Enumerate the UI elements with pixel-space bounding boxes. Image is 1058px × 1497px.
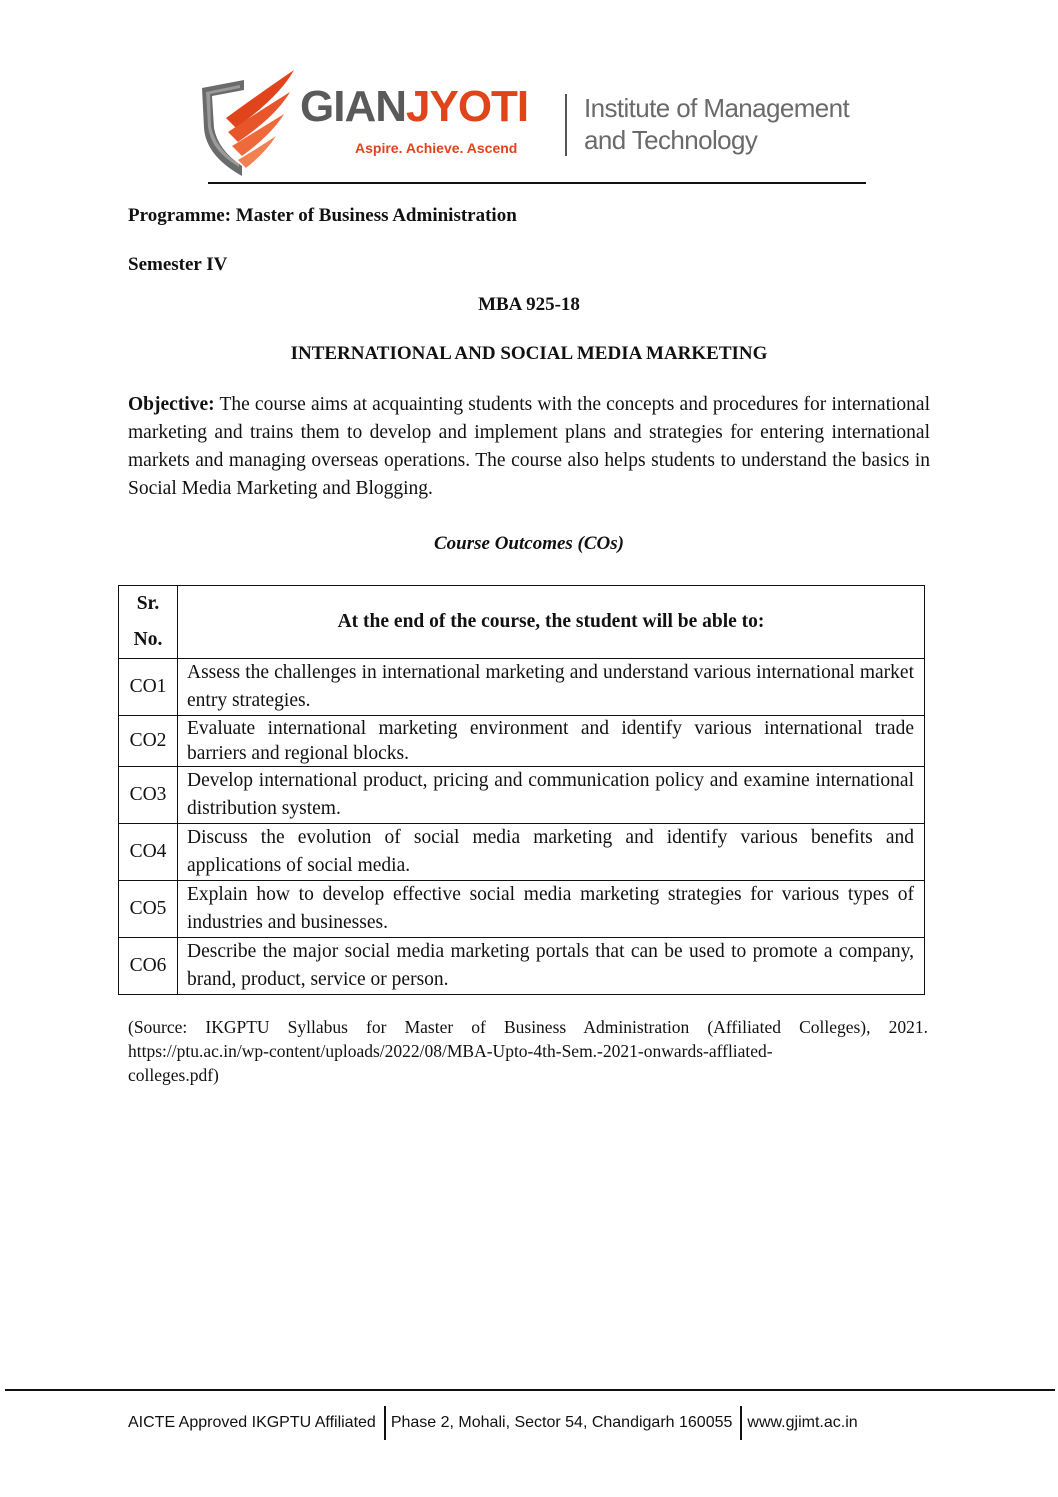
footer-separator <box>740 1406 742 1440</box>
co-description: Develop international product, pricing and communication policy and examine international distribution system. <box>178 767 925 824</box>
footer-website: www.gjimt.ac.in <box>747 1414 858 1431</box>
course-title: INTERNATIONAL AND SOCIAL MEDIA MARKETING <box>290 343 768 364</box>
semester-heading: Semester IV <box>128 254 228 275</box>
course-code: MBA 925-18 <box>478 294 580 315</box>
course-outcomes-table <box>118 585 925 995</box>
table-row <box>119 716 925 767</box>
table-row <box>119 659 925 716</box>
co-code: CO2 <box>119 716 178 767</box>
co-description: Describe the major social media marketing portals that can be used to promote a company, brand, product, service or person. <box>178 938 925 995</box>
footer-separator <box>384 1406 386 1440</box>
co-description: Assess the challenges in international marketing and understand various international market entry strategies. <box>178 659 925 716</box>
source-line-3: colleges.pdf) <box>128 1065 219 1085</box>
institute-line-2: and Technology <box>584 125 758 155</box>
programme-heading: Programme: Master of Business Administration <box>128 205 517 226</box>
co-code: CO6 <box>119 938 178 995</box>
institute-line-1: Institute of Management <box>584 93 850 123</box>
source-line-2: https://ptu.ac.in/wp-content/uploads/2022/08/MBA-Upto-4th-Sem.-2021-onwards-affliated- <box>128 1041 773 1061</box>
co-code: CO3 <box>119 767 178 824</box>
co-code: CO5 <box>119 881 178 938</box>
footer <box>128 1405 858 1441</box>
objective-text: The course aims at acquainting students with the concepts and procedures for international marketing and trains them to develop and implement plans and strategies for entering international markets and managing overseas operations. The course also helps students to understand the basics in Social Media Marketing and Blogging. <box>128 394 930 499</box>
footer-address: Phase 2, Mohali, Sector 54, Chandigarh 160055 <box>390 1414 733 1431</box>
header-description: At the end of the course, the student will be able to: <box>178 586 925 659</box>
footer-affiliation: AICTE Approved IKGPTU Affiliated <box>128 1414 376 1431</box>
letterhead-divider <box>565 94 567 156</box>
table-row <box>119 938 925 995</box>
objective-label: Objective: <box>128 394 215 415</box>
table-row <box>119 767 925 824</box>
table-row <box>119 881 925 938</box>
source-line-1: (Source: IKGPTU Syllabus for Master of Business Administration (Affiliated Colleges), 2021. <box>128 1017 928 1037</box>
header-sr-no <box>119 586 178 659</box>
brand-part-jyoti: JYOTI <box>406 82 529 131</box>
header-rule <box>208 182 866 184</box>
co-code: CO4 <box>119 824 178 881</box>
institute-name <box>584 92 849 156</box>
table-row <box>119 824 925 881</box>
co-code: CO1 <box>119 659 178 716</box>
objective-paragraph <box>128 391 930 503</box>
letterhead <box>190 62 870 182</box>
co-description: Discuss the evolution of social media marketing and identify various benefits and applications of social media. <box>178 824 925 881</box>
co-description: Explain how to develop effective social media marketing strategies for various types of industries and businesses. <box>178 881 925 938</box>
course-outcomes-heading: Course Outcomes (COs) <box>433 533 624 554</box>
source-citation <box>128 1015 928 1087</box>
shield-wing-icon <box>196 66 300 178</box>
table-header-row <box>119 586 925 659</box>
brand-tagline: Aspire. Achieve. Ascend <box>355 140 518 156</box>
header-sr-line-2: No. <box>133 629 163 650</box>
brand-wordmark <box>300 82 528 132</box>
footer-rule <box>5 1389 1055 1391</box>
co-description: Evaluate international marketing environment and identify various international trade barriers and regional blocks. <box>178 716 925 767</box>
header-sr-line-1: Sr. <box>136 593 160 614</box>
brand-part-gian: GIAN <box>300 82 406 131</box>
